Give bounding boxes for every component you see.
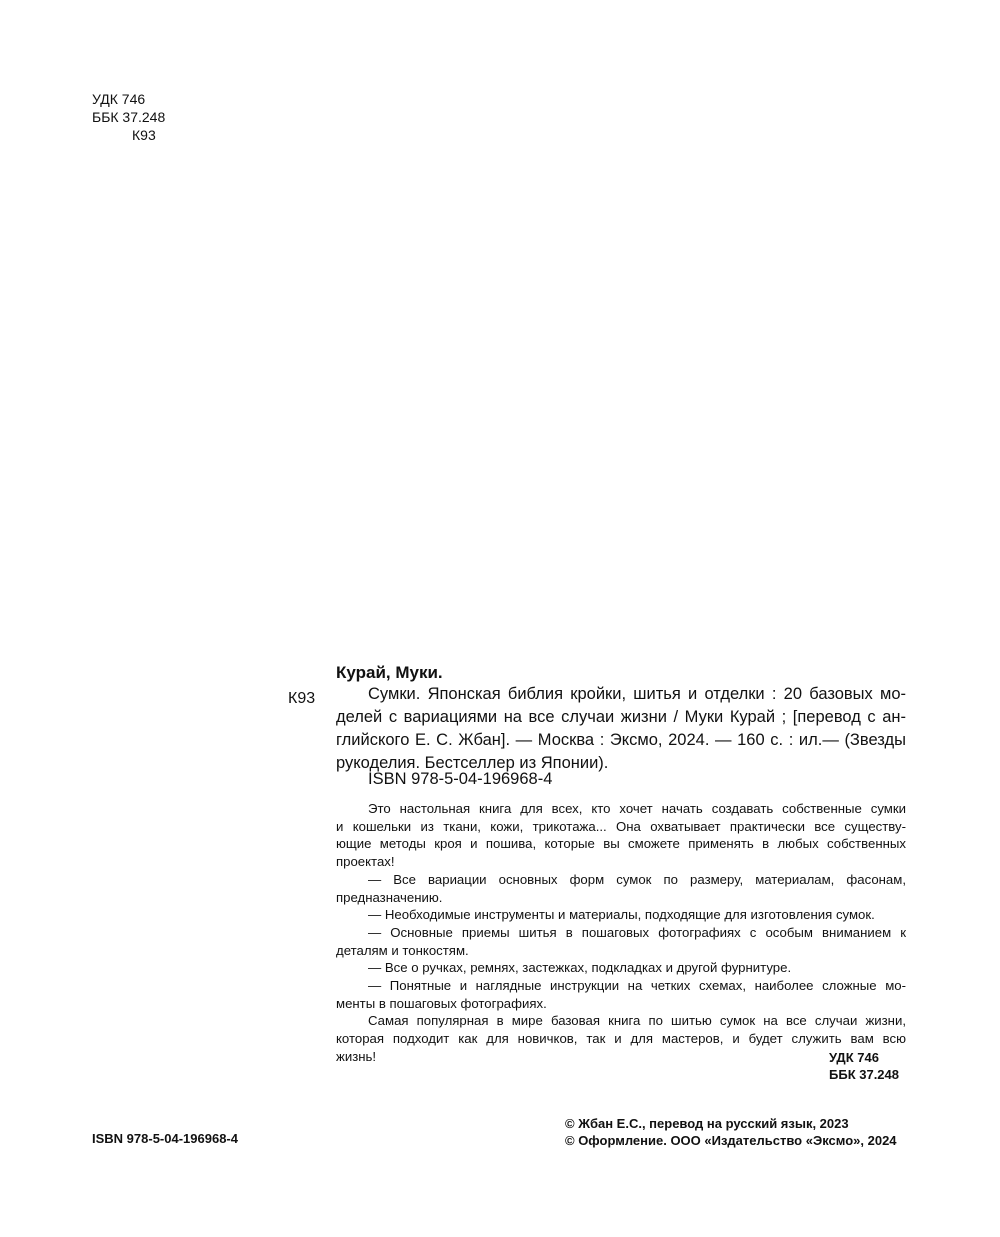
annotation bbox=[336, 800, 906, 1066]
annotation-line: — Основные приемы шитья в пошаговых фотографиях с особым вниманием к bbox=[368, 924, 906, 940]
bib-line: рукоделия. Бестселлер из Японии). bbox=[336, 754, 609, 772]
annotation-line: Самая популярная в мире базовая книга по шитью сумок на все случаи жизни, bbox=[368, 1013, 906, 1029]
bib-line: глийского Е. С. Жбан]. — Москва : Эксмо, 2024. — 160 с. : ил.— (Звезды bbox=[336, 731, 906, 749]
copyright-design: © Оформление. ООО «Издательство «Эксмо», 2024 bbox=[565, 1133, 897, 1148]
isbn-footer: ISBN 978-5-04-196968-4 bbox=[92, 1131, 238, 1146]
udk-code: УДК 746 bbox=[829, 1050, 879, 1065]
author-mark-entry: К93 bbox=[288, 690, 316, 707]
bib-line: Сумки. Японская библия кройки, шитья и отделки : 20 базовых мо- bbox=[368, 685, 906, 703]
isbn-entry: ISBN 978-5-04-196968-4 bbox=[368, 770, 553, 788]
annotation-line: жизнь! bbox=[336, 1048, 377, 1064]
author-mark: К93 bbox=[132, 127, 156, 143]
bbk-code: ББК 37.248 bbox=[829, 1067, 899, 1082]
bib-line: делей с вариациями на все случаи жизни / Муки Курай ; [перевод с ан- bbox=[336, 708, 906, 726]
annotation-line: — Понятные и наглядные инструкции на четких схемах, наиболее сложные мо- bbox=[368, 978, 906, 994]
udk-code: УДК 746 bbox=[92, 91, 146, 107]
annotation-line: — Необходимые инструменты и материалы, подходящие для изготовления сумок. bbox=[368, 907, 875, 923]
annotation-line: менты в пошаговых фотографиях. bbox=[336, 995, 547, 1011]
bbk-code: ББК 37.248 bbox=[92, 109, 166, 125]
bibliographic-description bbox=[336, 683, 906, 775]
annotation-line: и кошельки из ткани, кожи, трикотажа... Она охватывает практически все существу- bbox=[336, 818, 906, 834]
annotation-line: — Все вариации основных форм сумок по размеру, материалам, фасонам, bbox=[368, 871, 906, 887]
annotation-line: — Все о ручках, ремнях, застежках, подкладках и другой фурнитуре. bbox=[368, 960, 792, 976]
annotation-line: деталям и тонкостям. bbox=[336, 942, 469, 958]
annotation-line: ющие методы кроя и пошива, которые вы сможете применять в любых собственных bbox=[336, 836, 906, 852]
annotation-line: проектах! bbox=[336, 854, 395, 870]
annotation-line: Это настольная книга для всех, кто хочет начать создавать собственные сумки bbox=[368, 801, 906, 816]
copyright-translation: © Жбан Е.С., перевод на русский язык, 2023 bbox=[565, 1116, 849, 1131]
annotation-line: предназначению. bbox=[336, 889, 443, 905]
copyright-block bbox=[565, 1115, 897, 1149]
classification-codes-bottom bbox=[829, 1049, 899, 1083]
annotation-line: которая подходит как для новичков, так и для мастеров, и будет служить вам всю bbox=[336, 1031, 906, 1047]
author-name: Курай, Муки. bbox=[336, 663, 443, 682]
classification-codes-top bbox=[92, 90, 165, 144]
